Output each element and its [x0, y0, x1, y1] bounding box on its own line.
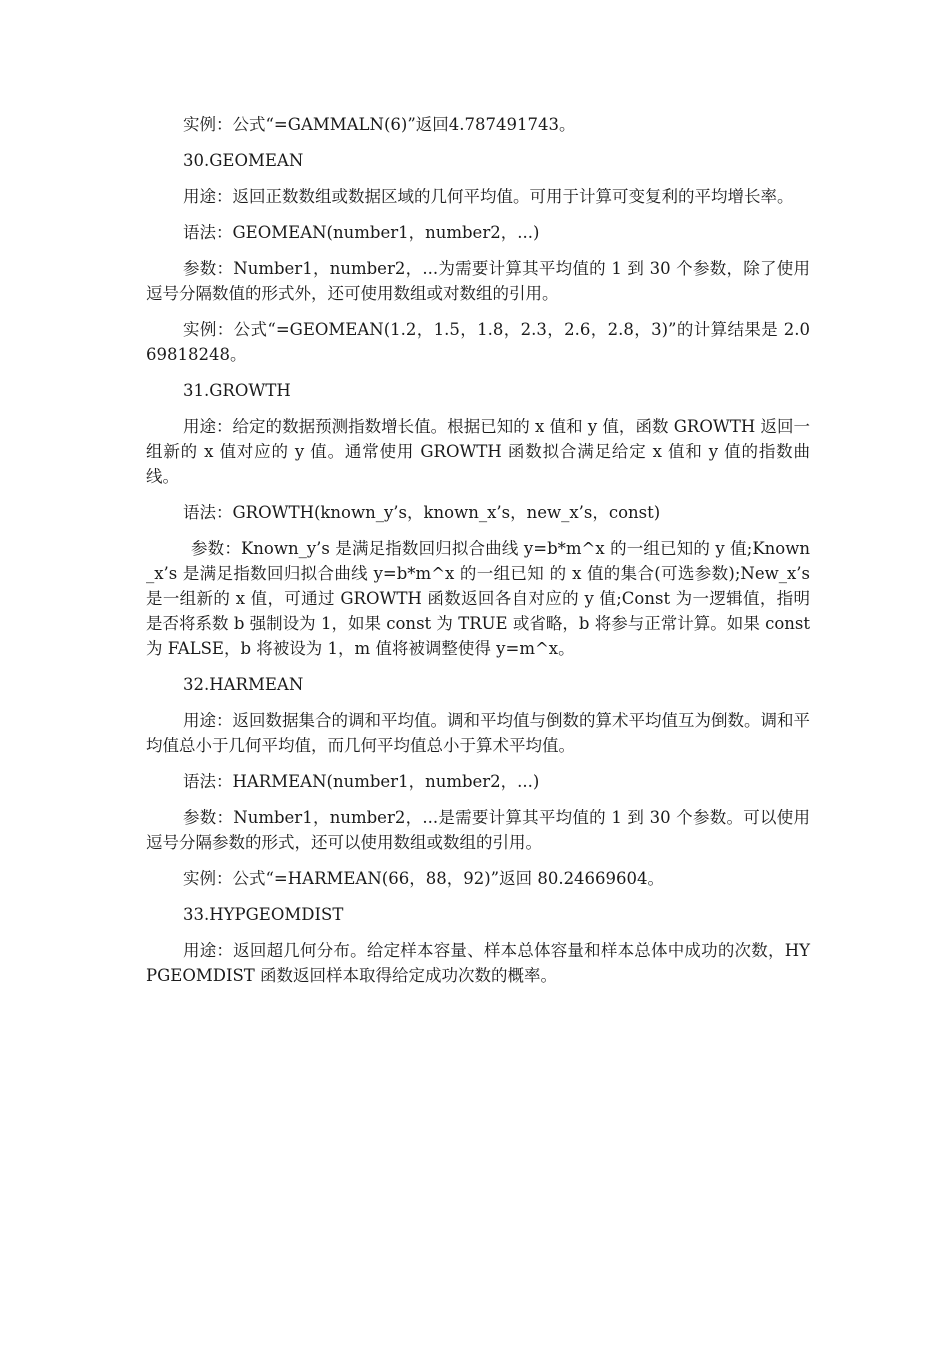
section-heading-growth: 31.GROWTH: [183, 381, 291, 400]
paragraph-growth-purpose: 用途：给定的数据预测指数增长值。根据已知的 x 值和 y 值，函数 GROWTH 返回一组新的 x 值对应的 y 值。通常使用 GROWTH 函数拟合满足给定 x 值和 y 值的指数曲线。: [146, 417, 810, 486]
section-heading-harmean: 32.HARMEAN: [183, 675, 304, 694]
paragraph-geomean-parameters: 参数：Number1，number2，...为需要计算其平均值的 1 到 30 个参数，除了使用逗号分隔数值的形式外，还可使用数组或对数组的引用。: [146, 259, 810, 303]
paragraph-harmean-parameters: 参数：Number1，number2，...是需要计算其平均值的 1 到 30 个参数。可以使用逗号分隔参数的形式，还可以使用数组或数组的引用。: [146, 808, 810, 852]
paragraph-harmean-purpose: 用途：返回数据集合的调和平均值。调和平均值与倒数的算术平均值互为倒数。调和平均值总小于几何平均值，而几何平均值总小于算术平均值。: [146, 711, 810, 755]
paragraph-growth-syntax: 语法：GROWTH(known_y’s，known_x’s，new_x’s，const): [183, 503, 661, 522]
paragraph-harmean-example: 实例：公式“=HARMEAN(66，88，92)”返回 80.24669604。: [183, 869, 665, 888]
paragraph-growth-parameters: 参数：Known_y’s 是满足指数回归拟合曲线 y=b*m^x 的一组已知的 y 值;Known_x’s 是满足指数回归拟合曲线 y=b*m^x 的一组已知 的 x 值的集合(可选参数);New_x’s 是一组新的 x 值，可通过 GROWTH 函数返回各自对应的 y 值;Const 为一逻辑值，指明是否将系数 b 强制设为 1，如果 const 为 TRUE 或省略，b 将参与正常计算。如果 const 为 FALSE，b 将被设为 1，m 值将被调整使得 y=m^x。: [146, 539, 810, 658]
section-heading-geomean: 30.GEOMEAN: [183, 151, 304, 170]
paragraph-geomean-purpose: 用途：返回正数数组或数据区域的几何平均值。可用于计算可变复利的平均增长率。: [183, 187, 794, 206]
paragraph-harmean-syntax: 语法：HARMEAN(number1，number2，...): [183, 772, 540, 791]
paragraph-gammaln-example: 实例：公式“=GAMMALN(6)”返回4.787491743。: [183, 115, 576, 134]
paragraph-hypgeomdist-purpose: 用途：返回超几何分布。给定样本容量、样本总体容量和样本总体中成功的次数，HYPGEOMDIST 函数返回样本取得给定成功次数的概率。: [146, 941, 810, 985]
paragraph-geomean-syntax: 语法：GEOMEAN(number1，number2，...): [183, 223, 540, 242]
document-page: [146, 112, 810, 999]
paragraph-geomean-example: 实例：公式“=GEOMEAN(1.2，1.5，1.8，2.3，2.6，2.8，3)”的计算结果是 2.069818248。: [146, 320, 810, 364]
section-heading-hypgeomdist: 33.HYPGEOMDIST: [183, 905, 344, 924]
